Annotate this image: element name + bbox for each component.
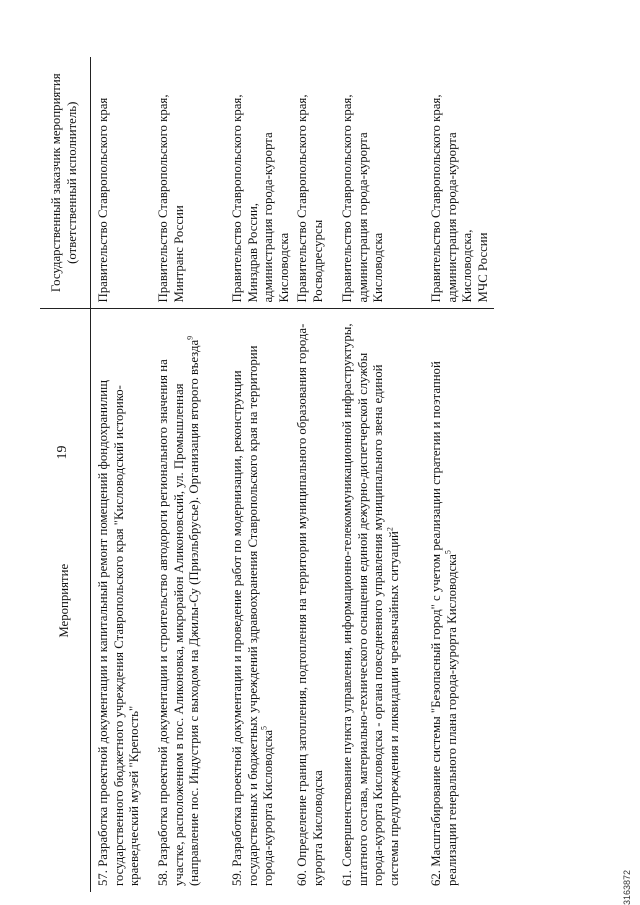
- measure-cell: [340, 309, 429, 892]
- customer-line: Росводресурсы: [310, 219, 325, 303]
- customer-line: Правительство Ставропольского края,: [294, 94, 309, 303]
- table-header-row: [40, 57, 91, 892]
- footnote-ref: 5: [260, 725, 270, 730]
- footnote-ref: 9: [186, 335, 196, 340]
- measure-text: 62. Масштабирование системы "Безопасный город" с учетом реализации стратегии и поэтапной реализации генерального плана города-курорта Кисловодска: [428, 361, 459, 886]
- document-code: 3163872: [622, 869, 632, 905]
- footnote-ref: 5: [443, 550, 453, 555]
- customer-cell: [340, 57, 429, 309]
- customer-cell: [295, 57, 340, 309]
- customer-line: администрация города-курорта Кисловодска: [355, 132, 386, 303]
- customer-line: Минздрав России,: [245, 202, 260, 303]
- customer-cell: [91, 57, 157, 309]
- measures-table: [40, 57, 494, 892]
- table-row: [91, 57, 157, 892]
- measure-cell: [91, 309, 157, 892]
- footnote-ref: 2: [385, 527, 395, 532]
- measure-cell: [230, 309, 295, 892]
- table-row: [295, 57, 340, 892]
- measure-text: 57. Разработка проектной документации и капитальный ремонт помещений фондохранилищ государственного бюджетного учреждения Ставропольского края "Кисловодский историко-краеведческий музей "Крепость": [96, 380, 142, 886]
- header-customer: [40, 57, 91, 309]
- customer-line: МЧС России: [476, 232, 491, 303]
- measure-text: 58. Разработка проектной документации и строительство автодороги регионального значения на участке, расположенном в пос. Аликоновка, микрорайон Аликоновский, ул. Промышленная (направление пос. Индустрия с выходом на Джилы-Су (Приэльбрусье). Организация второго въезда: [156, 339, 202, 886]
- customer-cell: [156, 57, 230, 309]
- page-number: 19: [55, 445, 70, 460]
- header-customer-line1: Государственный заказчик мероприятия: [49, 73, 64, 293]
- measure-text: 60. Определение границ затопления, подтопления на территории муниципального образования города-курорта Кисловодска: [294, 323, 325, 886]
- customer-line: Правительство Ставропольского края,: [230, 94, 244, 303]
- measure-cell: [295, 309, 340, 892]
- measure-text: 61. Совершенствование пункта управления, информационно-телекоммуникационной инфраструктуры, штатного состава, материально-технического оснащения единой дежурно-диспетчерской службы города-курорта Кисловодска - органа повседневного управления муниципального звена единой системы предупреждения и ликвидации чрезвычайных ситуаций: [339, 323, 402, 886]
- customer-line: Правительство Ставропольского края,: [428, 94, 443, 303]
- customer-line: Правительство Ставропольского края,: [156, 94, 170, 303]
- measure-cell: [429, 309, 494, 892]
- customer-line: администрация города-курорта Кисловодска: [261, 132, 292, 303]
- header-measure: Мероприятие: [40, 309, 91, 892]
- table-row: [340, 57, 429, 892]
- customer-line: Правительство Ставропольского края: [96, 97, 110, 303]
- table-row: [230, 57, 295, 892]
- customer-line: Правительство Ставропольского края,: [339, 94, 354, 303]
- customer-line: Минтранс России: [171, 205, 186, 303]
- table-row: [156, 57, 230, 892]
- header-customer-line2: (ответственный исполнитель): [65, 101, 79, 264]
- measure-text: 59. Разработка проектной документации и проведение работ по модернизации, реконструкции государственных и бюджетных учреждений здравоохранения Ставропольского края на территории города-курорта Кисловодска: [230, 345, 276, 886]
- customer-cell: [230, 57, 295, 309]
- measure-cell: [156, 309, 230, 892]
- customer-cell: [429, 57, 494, 309]
- customer-line: администрация города-курорта Кисловодска,: [444, 132, 475, 303]
- table-row: [429, 57, 494, 892]
